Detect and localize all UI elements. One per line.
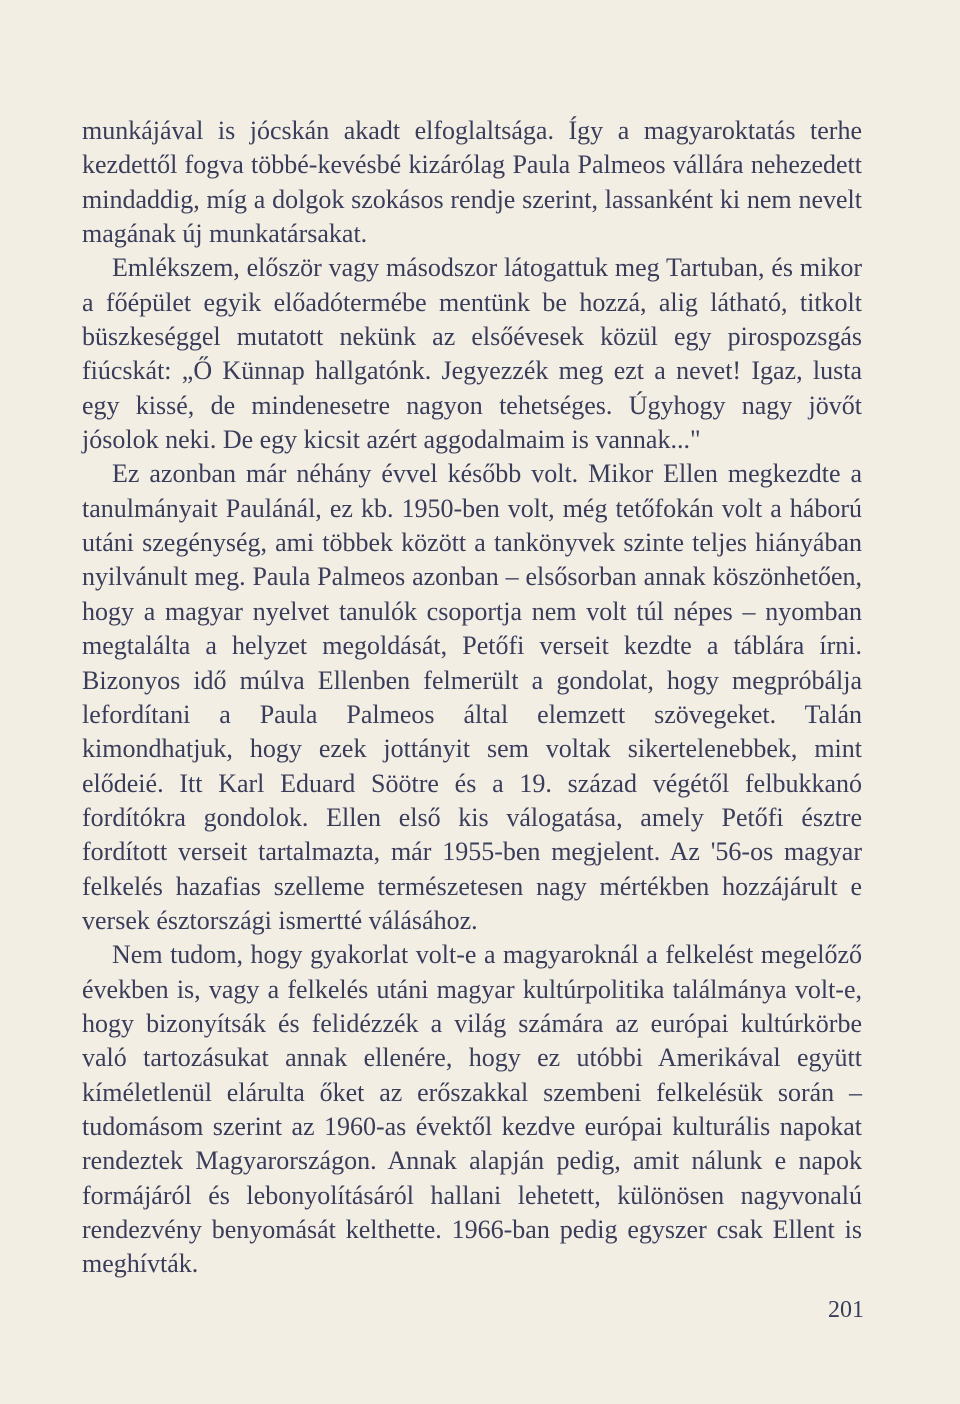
- paragraph-2: Emlékszem, először vagy másodszor látogattuk meg Tartuban, és mikor a főépület egyik előadótermébe mentünk be hozzá, alig látható, titkolt büszkeséggel mutatott nekünk az elsőévesek közül egy pirospozsgás fiúcskát: „Ő Künnap hallgatónk. Jegyezzék meg ezt a nevet! Igaz, lusta egy kissé, de mindenesetre nagyon tehetséges. Úgyhogy nagy jövőt jósolok neki. De egy kicsit azért aggodalmaim is vannak...": [82, 253, 862, 455]
- page-number: 201: [828, 1297, 864, 1323]
- paragraph-1: munkájával is jócskán akadt elfoglaltsága. Így a magyaroktatás terhe kezdettől fogva többé-kevésbé kizárólag Paula Palmeos vállára nehezedett mindaddig, míg a dolgok szokásos rendje szerint, lassanként ki nem nevelt magának új munkatársakat.: [82, 116, 862, 249]
- paragraph-4: Nem tudom, hogy gyakorlat volt-e a magyaroknál a felkelést megelőző években is, vagy a felkelés utáni magyar kultúrpolitika találmánya volt-e, hogy bizonyítsák és felidézzék a világ számára az európai kultúrkörbe való tartozásukat annak ellenére, hogy ez utóbbi Amerikával együtt kíméletlenül elárulta őket az erőszakkal szembeni felkelésük során – tudomásom szerint az 1960-as évektől kezdve európai kulturális napokat rendeztek Magyarországon. Annak alapján pedig, amit nálunk e napok formájáról és lebonyolításáról hallani lehetett, különösen nagyvonalú rendezvény benyomását kelthette. 1966-ban pedig egyszer csak Ellent is meghívták.: [82, 940, 862, 1279]
- paragraph-3: Ez azonban már néhány évvel később volt. Mikor Ellen megkezdte a tanulmányait Paulánál, ez kb. 1950-ben volt, még tetőfokán volt a háború utáni szegénység, ami többek között a tankönyvek szinte teljes hiányában nyilvánult meg. Paula Palmeos azonban – elsősorban annak köszönhetően, hogy a magyar nyelvet tanulók csoportja nem volt túl népes – nyomban megtalálta a helyzet megoldását, Petőfi verseit kezdte a táblára írni. Bizonyos idő múlva Ellenben felmerült a gondolat, hogy megpróbálja lefordítani a Paula Palmeos által elemzett szövegeket. Talán kimondhatjuk, hogy ezek jottányit sem voltak sikertelenebbek, mint elődeié. Itt Karl Eduard Söötre és a 19. század végétől felbukkanó fordítókra gondolok. Ellen első kis válogatása, amely Petőfi észtre fordított verseit tartalmazta, már 1955-ben megjelent. Az '56-os magyar felkelés hazafias szelleme természetesen nagy mértékben hozzájárult e versek észtországi ismertté válásához.: [82, 459, 862, 935]
- body-text: [82, 114, 862, 1282]
